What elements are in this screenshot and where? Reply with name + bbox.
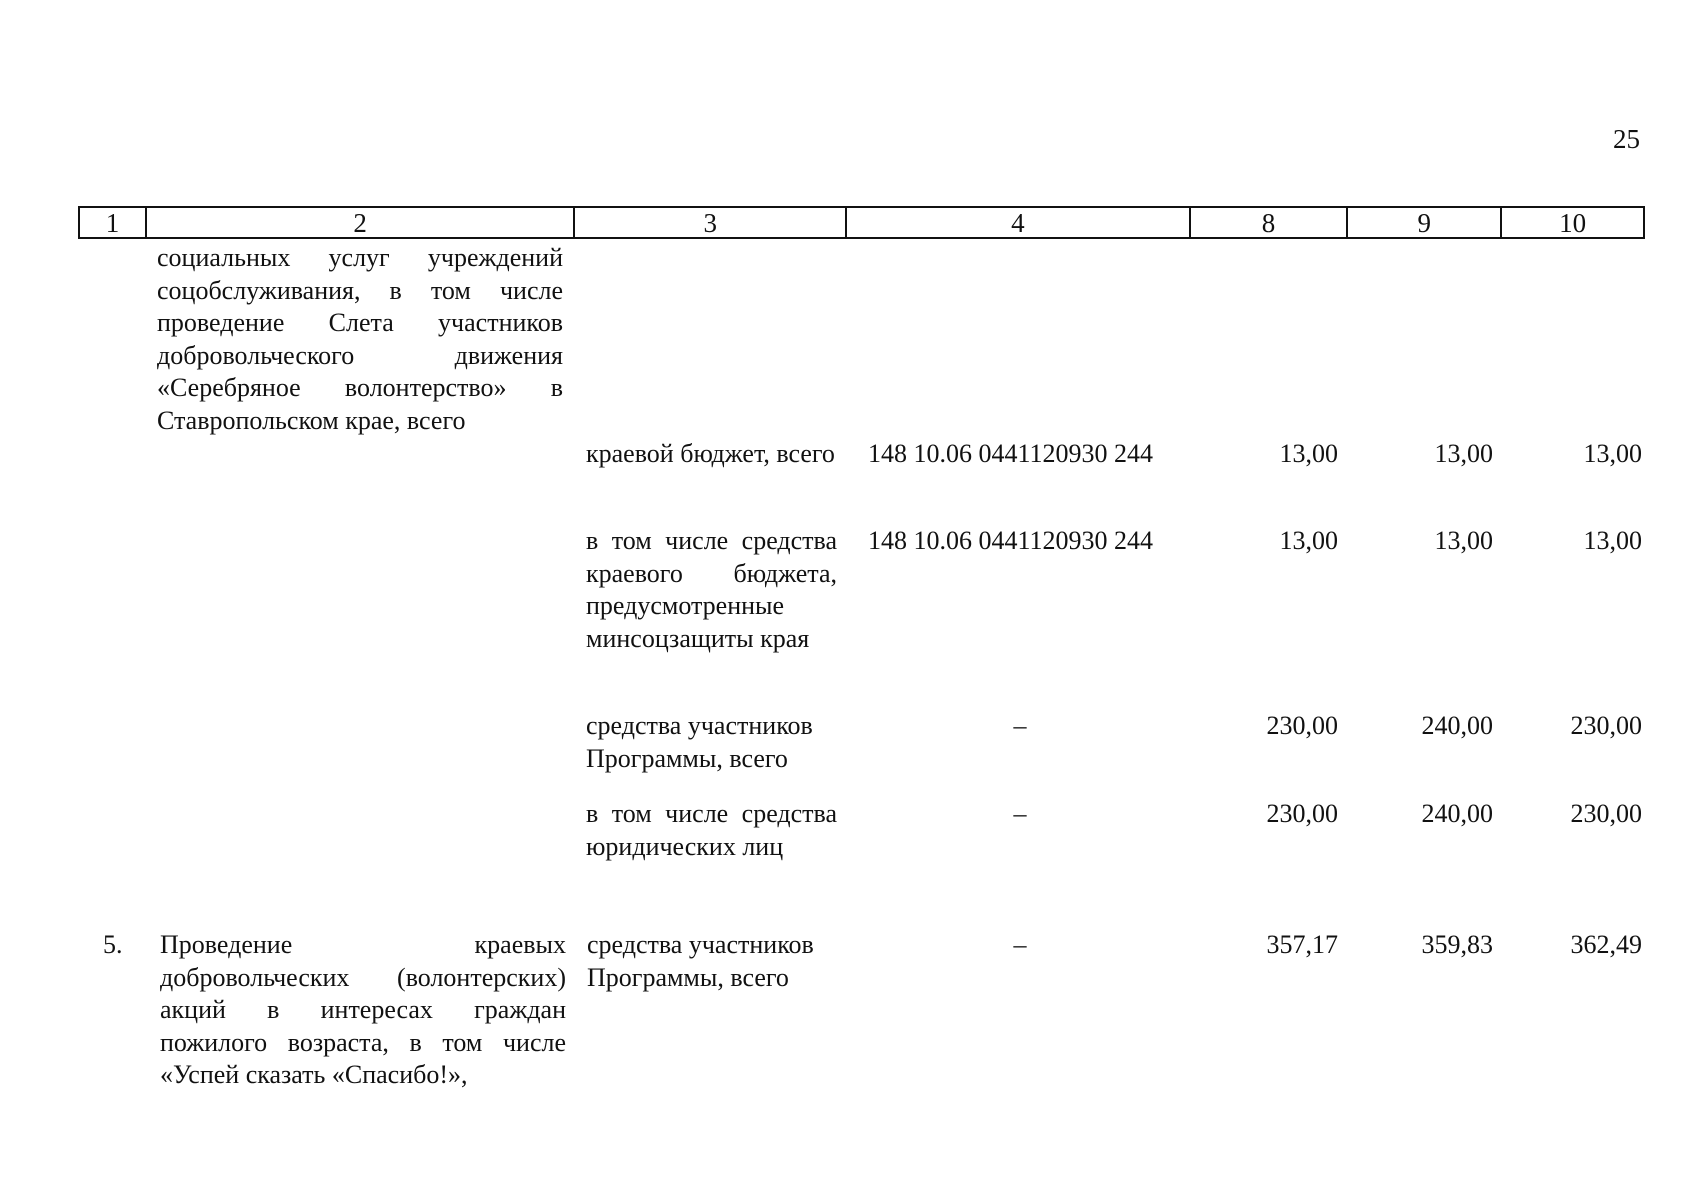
row-0-name: социальных услуг учреждений соцобслуживания, в том числе проведение Слета участников добровольческого движения «Серебряное волонтерство» в Ставропольском крае, всего bbox=[157, 243, 563, 435]
row-5-number: 5. bbox=[103, 930, 123, 959]
row-5-code: – bbox=[1013, 930, 1027, 959]
row-5-source: средства участников Программы, всего bbox=[587, 930, 814, 992]
row-4-source: в том числе средства юридических лиц bbox=[586, 799, 837, 861]
row-2-col9: 13,00 bbox=[1434, 526, 1493, 555]
header-col-2: 2 bbox=[147, 208, 575, 237]
page-number: 25 bbox=[1613, 124, 1640, 154]
row-4-col9: 240,00 bbox=[1421, 799, 1493, 828]
table-header bbox=[78, 206, 1645, 239]
header-col-3: 3 bbox=[575, 208, 847, 237]
row-1-code: 148 10.06 0441120930 244 bbox=[868, 439, 1154, 468]
row-4-col8: 230,00 bbox=[1266, 799, 1338, 828]
row-5-col10: 362,49 bbox=[1570, 930, 1642, 959]
row-2-col8: 13,00 bbox=[1279, 526, 1338, 555]
row-1-source: краевой бюджет, всего bbox=[586, 439, 835, 468]
header-col-9: 9 bbox=[1348, 208, 1502, 237]
row-2-source: в том числе средства краевого бюджета, предусмотренные минсоцзащиты края bbox=[586, 526, 837, 653]
row-2-code: 148 10.06 0441120930 244 bbox=[868, 526, 1154, 555]
row-2-col10: 13,00 bbox=[1583, 526, 1642, 555]
header-col-8: 8 bbox=[1191, 208, 1349, 237]
row-5-col8: 357,17 bbox=[1266, 930, 1338, 959]
row-3-col10: 230,00 bbox=[1570, 711, 1642, 740]
row-3-col9: 240,00 bbox=[1421, 711, 1493, 740]
header-col-4: 4 bbox=[847, 208, 1191, 237]
row-4-col10: 230,00 bbox=[1570, 799, 1642, 828]
row-1-col9: 13,00 bbox=[1434, 439, 1493, 468]
header-col-1: 1 bbox=[80, 208, 147, 237]
row-3-col8: 230,00 bbox=[1266, 711, 1338, 740]
row-3-code: – bbox=[1013, 711, 1027, 740]
row-3-source: средства участников Программы, всего bbox=[586, 711, 813, 773]
row-4-code: – bbox=[1013, 799, 1027, 828]
header-col-10: 10 bbox=[1559, 208, 1587, 238]
row-5-col9: 359,83 bbox=[1421, 930, 1493, 959]
row-1-col10: 13,00 bbox=[1583, 439, 1642, 468]
row-5-name: Проведение краевых добровольческих (волонтерских) акций в интересах граждан пожилого возраста, в том числе «Успей сказать «Спасибо!», bbox=[160, 930, 566, 1089]
row-1-col8: 13,00 bbox=[1279, 439, 1338, 468]
